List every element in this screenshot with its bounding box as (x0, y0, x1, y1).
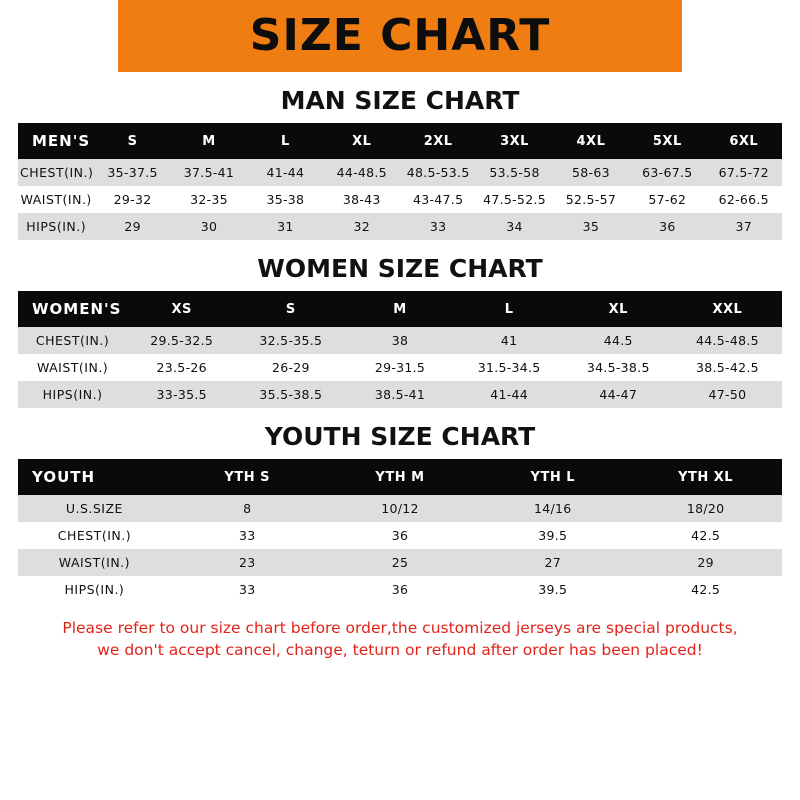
youth-row-hips-l: 39.5 (476, 576, 629, 603)
women-row-waist-label: WAIST(IN.) (18, 354, 127, 381)
man-row-waist-m: 32-35 (171, 186, 247, 213)
table-row (18, 381, 782, 408)
man-table-header (18, 123, 782, 159)
man-row-hips-3xl: 34 (476, 213, 552, 240)
women-row-waist-xxl: 38.5-42.5 (673, 354, 782, 381)
man-header-5xl: 5XL (629, 123, 705, 159)
man-row-waist-l: 35-38 (247, 186, 323, 213)
man-row-chest-s: 35-37.5 (94, 159, 170, 186)
man-row-chest-l: 41-44 (247, 159, 323, 186)
man-table-body (18, 159, 782, 240)
women-row-hips-xxl: 47-50 (673, 381, 782, 408)
women-table-header (18, 291, 782, 327)
women-section-title: WOMEN SIZE CHART (257, 254, 543, 283)
man-row-chest-5xl: 63-67.5 (629, 159, 705, 186)
women-row-hips-xl: 44-47 (564, 381, 673, 408)
table-header-row (18, 291, 782, 327)
youth-row-hips-label: HIPS(IN.) (18, 576, 171, 603)
page-title: SIZE CHART (249, 10, 551, 61)
man-header-l: L (247, 123, 323, 159)
women-row-waist-l: 31.5-34.5 (455, 354, 564, 381)
man-row-chest-3xl: 53.5-58 (476, 159, 552, 186)
man-row-waist-3xl: 47.5-52.5 (476, 186, 552, 213)
youth-table-body (18, 495, 782, 603)
man-row-chest-label: CHEST(IN.) (18, 159, 94, 186)
table-header-row (18, 123, 782, 159)
youth-row-ussize-m: 10/12 (324, 495, 477, 522)
youth-row-ussize-label: U.S.SIZE (18, 495, 171, 522)
table-row (18, 213, 782, 240)
man-row-hips-5xl: 36 (629, 213, 705, 240)
women-header-xxl: XXL (673, 291, 782, 327)
women-row-hips-s: 35.5-38.5 (236, 381, 345, 408)
women-row-chest-xxl: 44.5-48.5 (673, 327, 782, 354)
table-row (18, 522, 782, 549)
table-row (18, 159, 782, 186)
man-row-chest-xl: 44-48.5 (324, 159, 400, 186)
man-header-xl: XL (324, 123, 400, 159)
table-row (18, 327, 782, 354)
man-section-title: MAN SIZE CHART (280, 86, 520, 115)
youth-row-waist-label: WAIST(IN.) (18, 549, 171, 576)
table-row (18, 495, 782, 522)
women-row-chest-s: 32.5-35.5 (236, 327, 345, 354)
women-header-l: L (455, 291, 564, 327)
youth-row-ussize-l: 14/16 (476, 495, 629, 522)
youth-row-hips-s: 33 (171, 576, 324, 603)
women-row-chest-label: CHEST(IN.) (18, 327, 127, 354)
table-row (18, 549, 782, 576)
women-row-chest-xs: 29.5-32.5 (127, 327, 236, 354)
women-header-xl: XL (564, 291, 673, 327)
man-row-chest-4xl: 58-63 (553, 159, 629, 186)
man-header-3xl: 3XL (476, 123, 552, 159)
man-row-waist-6xl: 62-66.5 (706, 186, 782, 213)
women-row-waist-s: 26-29 (236, 354, 345, 381)
youth-row-ussize-s: 8 (171, 495, 324, 522)
man-row-hips-label: HIPS(IN.) (18, 213, 94, 240)
youth-header-s: YTH S (171, 459, 324, 495)
women-header-m: M (345, 291, 454, 327)
women-row-waist-xs: 23.5-26 (127, 354, 236, 381)
women-row-hips-m: 38.5-41 (345, 381, 454, 408)
man-header-m: M (171, 123, 247, 159)
man-row-waist-2xl: 43-47.5 (400, 186, 476, 213)
women-table-body (18, 327, 782, 408)
youth-row-waist-m: 25 (324, 549, 477, 576)
table-row (18, 576, 782, 603)
women-row-chest-l: 41 (455, 327, 564, 354)
man-row-waist-label: WAIST(IN.) (18, 186, 94, 213)
man-row-hips-l: 31 (247, 213, 323, 240)
women-row-chest-m: 38 (345, 327, 454, 354)
youth-size-table (18, 459, 782, 603)
man-header-4xl: 4XL (553, 123, 629, 159)
women-row-chest-xl: 44.5 (564, 327, 673, 354)
youth-row-waist-l: 27 (476, 549, 629, 576)
man-row-waist-xl: 38-43 (324, 186, 400, 213)
youth-row-waist-s: 23 (171, 549, 324, 576)
content-area (0, 86, 800, 662)
women-row-hips-label: HIPS(IN.) (18, 381, 127, 408)
man-row-chest-m: 37.5-41 (171, 159, 247, 186)
youth-row-ussize-xl: 18/20 (629, 495, 782, 522)
women-header-xs: XS (127, 291, 236, 327)
youth-row-hips-m: 36 (324, 576, 477, 603)
man-row-hips-s: 29 (94, 213, 170, 240)
youth-header-xl: YTH XL (629, 459, 782, 495)
man-row-hips-6xl: 37 (706, 213, 782, 240)
youth-row-waist-xl: 29 (629, 549, 782, 576)
women-row-waist-m: 29-31.5 (345, 354, 454, 381)
man-row-hips-m: 30 (171, 213, 247, 240)
footer-line-1: Please refer to our size chart before order,the customized jerseys are special products, (62, 619, 738, 637)
youth-row-chest-label: CHEST(IN.) (18, 522, 171, 549)
header-band (0, 0, 800, 72)
footer-disclaimer (18, 617, 782, 662)
man-header-2xl: 2XL (400, 123, 476, 159)
youth-section-title: YOUTH SIZE CHART (264, 422, 536, 451)
youth-row-chest-xl: 42.5 (629, 522, 782, 549)
man-row-hips-4xl: 35 (553, 213, 629, 240)
man-row-chest-6xl: 67.5-72 (706, 159, 782, 186)
man-row-hips-2xl: 33 (400, 213, 476, 240)
women-row-hips-l: 41-44 (455, 381, 564, 408)
women-row-waist-xl: 34.5-38.5 (564, 354, 673, 381)
youth-header-label: YOUTH (18, 459, 171, 495)
table-row (18, 186, 782, 213)
youth-header-l: YTH L (476, 459, 629, 495)
man-row-waist-5xl: 57-62 (629, 186, 705, 213)
youth-table-header (18, 459, 782, 495)
youth-row-chest-m: 36 (324, 522, 477, 549)
man-header-s: S (94, 123, 170, 159)
women-header-label: WOMEN'S (18, 291, 127, 327)
man-header-6xl: 6XL (706, 123, 782, 159)
man-row-waist-s: 29-32 (94, 186, 170, 213)
youth-header-m: YTH M (324, 459, 477, 495)
women-header-s: S (236, 291, 345, 327)
man-header-label: MEN'S (18, 123, 94, 159)
youth-row-chest-l: 39.5 (476, 522, 629, 549)
youth-row-chest-s: 33 (171, 522, 324, 549)
man-size-table (18, 123, 782, 240)
man-row-hips-xl: 32 (324, 213, 400, 240)
youth-row-hips-xl: 42.5 (629, 576, 782, 603)
table-header-row (18, 459, 782, 495)
man-row-waist-4xl: 52.5-57 (553, 186, 629, 213)
women-size-table (18, 291, 782, 408)
table-row (18, 354, 782, 381)
footer-line-2: we don't accept cancel, change, teturn or refund after order has been placed! (97, 641, 703, 660)
man-row-chest-2xl: 48.5-53.5 (400, 159, 476, 186)
women-row-hips-xs: 33-35.5 (127, 381, 236, 408)
